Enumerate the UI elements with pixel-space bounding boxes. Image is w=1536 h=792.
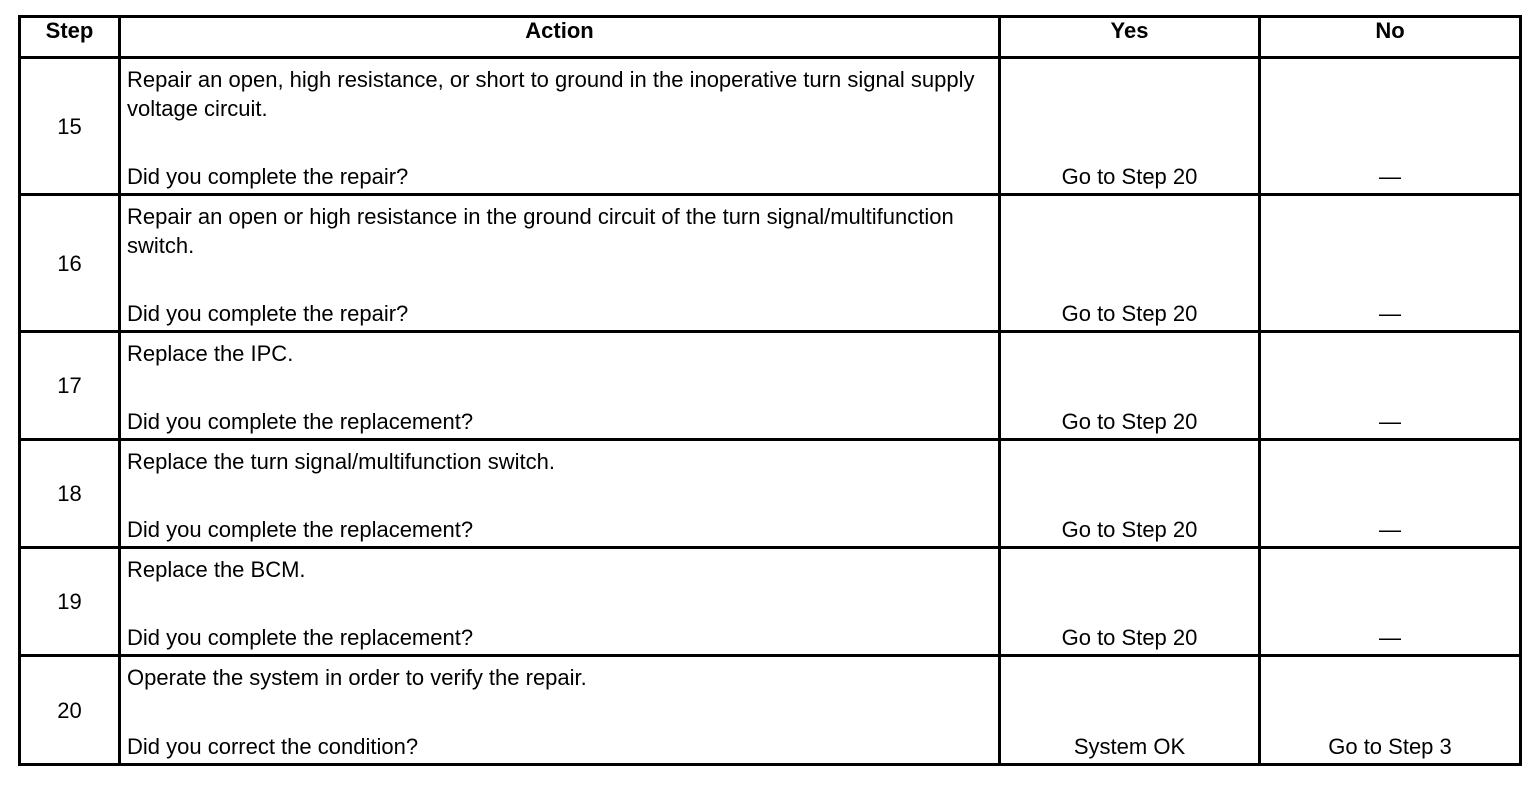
header-yes: Yes [1000, 17, 1260, 58]
action-question: Did you complete the repair? [127, 301, 409, 326]
no-result: — [1260, 548, 1521, 656]
header-action: Action [120, 17, 1000, 58]
action-question: Did you complete the repair? [127, 164, 409, 189]
action-text: Repair an open or high resistance in the ground circuit of the turn signal/multifunction switch. [127, 204, 954, 258]
action-question: Did you complete the replacement? [127, 625, 474, 650]
action-cell [120, 548, 1000, 656]
action-text: Replace the BCM. [127, 557, 306, 582]
action-text: Repair an open, high resistance, or short to ground in the inoperative turn signal supply voltage circuit. [127, 67, 975, 121]
action-cell [120, 195, 1000, 332]
action-cell [120, 656, 1000, 765]
no-result: — [1260, 440, 1521, 548]
table-row [20, 195, 1521, 332]
action-cell [120, 440, 1000, 548]
step-number: 20 [20, 656, 120, 765]
action-cell [120, 332, 1000, 440]
table-row [20, 440, 1521, 548]
yes-result: Go to Step 20 [1000, 548, 1260, 656]
no-result: — [1260, 195, 1521, 332]
no-result: — [1260, 332, 1521, 440]
step-number: 15 [20, 58, 120, 195]
step-number: 19 [20, 548, 120, 656]
yes-result: Go to Step 20 [1000, 332, 1260, 440]
action-cell [120, 58, 1000, 195]
step-number: 17 [20, 332, 120, 440]
no-result: — [1260, 58, 1521, 195]
action-text: Operate the system in order to verify the repair. [127, 665, 587, 690]
yes-result: System OK [1000, 656, 1260, 765]
yes-result: Go to Step 20 [1000, 440, 1260, 548]
table-row [20, 656, 1521, 765]
table-row [20, 548, 1521, 656]
yes-result: Go to Step 20 [1000, 58, 1260, 195]
step-number: 18 [20, 440, 120, 548]
table-row [20, 58, 1521, 195]
diagnostic-table [18, 15, 1522, 766]
action-question: Did you correct the condition? [127, 734, 419, 759]
step-number: 16 [20, 195, 120, 332]
header-row [20, 17, 1521, 58]
header-no: No [1260, 17, 1521, 58]
header-step: Step [20, 17, 120, 58]
action-text: Replace the turn signal/multifunction switch. [127, 449, 555, 474]
yes-result: Go to Step 20 [1000, 195, 1260, 332]
no-result: Go to Step 3 [1260, 656, 1521, 765]
action-question: Did you complete the replacement? [127, 409, 474, 434]
table-row [20, 332, 1521, 440]
action-question: Did you complete the replacement? [127, 517, 474, 542]
action-text: Replace the IPC. [127, 341, 294, 366]
